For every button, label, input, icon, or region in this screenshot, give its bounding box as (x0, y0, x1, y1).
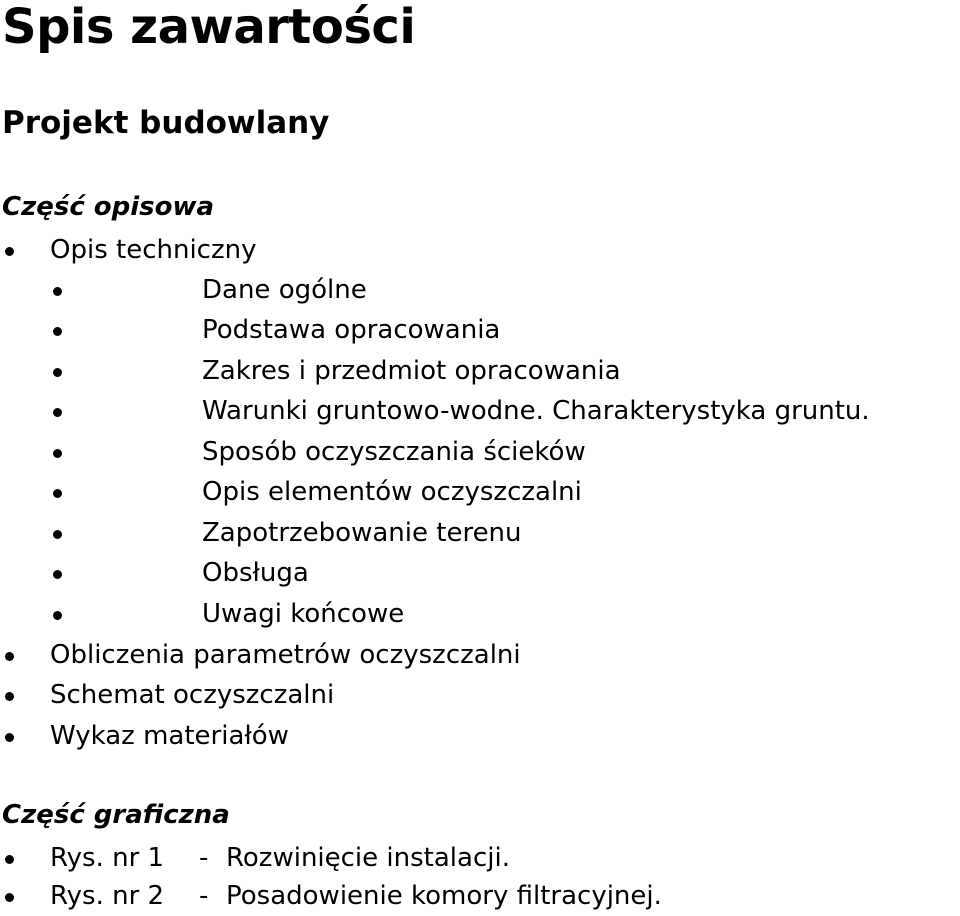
bullet-icon (53, 368, 62, 377)
drawing-number: Rys. nr 1 (50, 843, 165, 873)
sub-list-item-label: Dane ogólne (202, 275, 367, 305)
bullet-icon (53, 611, 62, 620)
bullet-icon (5, 652, 14, 661)
project-title: Projekt budowlany (2, 105, 330, 141)
sub-list-item-label: Uwagi końcowe (202, 599, 405, 629)
section-heading-graphic: Część graficzna (2, 800, 230, 830)
sub-list-item-label: Warunki gruntowo-wodne. Charakterystyka gruntu. (202, 396, 870, 426)
sub-list-item-label: Zapotrzebowanie terenu (202, 518, 522, 548)
bullet-icon (53, 449, 62, 458)
bullet-icon (5, 733, 14, 742)
sub-list-item-label: Zakres i przedmiot opracowania (202, 356, 621, 386)
bullet-icon (53, 570, 62, 579)
drawing-separator: - (199, 881, 209, 911)
bullet-icon (5, 893, 14, 902)
sub-list-item-label: Sposób oczyszczania ścieków (202, 437, 586, 467)
list-item-label: Schemat oczyszczalni (50, 680, 335, 710)
bullet-icon (5, 692, 14, 701)
bullet-icon (5, 855, 14, 864)
list-item-label: Wykaz materiałów (50, 721, 289, 751)
drawing-title: Posadowienie komory filtracyjnej. (226, 881, 662, 911)
drawing-number: Rys. nr 2 (50, 881, 165, 911)
sub-list-item-label: Podstawa opracowania (202, 315, 501, 345)
bullet-icon (53, 530, 62, 539)
bullet-icon (53, 489, 62, 498)
drawing-title: Rozwinięcie instalacji. (226, 843, 510, 873)
sub-list-item-label: Obsługa (202, 558, 309, 588)
sub-list-item-label: Opis elementów oczyszczalni (202, 477, 582, 507)
bullet-icon (53, 408, 62, 417)
list-item-label: Obliczenia parametrów oczyszczalni (50, 640, 521, 670)
list-item-label: Opis techniczny (50, 235, 257, 265)
drawing-separator: - (199, 843, 209, 873)
section-heading-descriptive: Część opisowa (2, 192, 215, 222)
bullet-icon (5, 247, 14, 256)
bullet-icon (53, 327, 62, 336)
bullet-icon (53, 287, 62, 296)
document-title: Spis zawartości (2, 0, 416, 55)
